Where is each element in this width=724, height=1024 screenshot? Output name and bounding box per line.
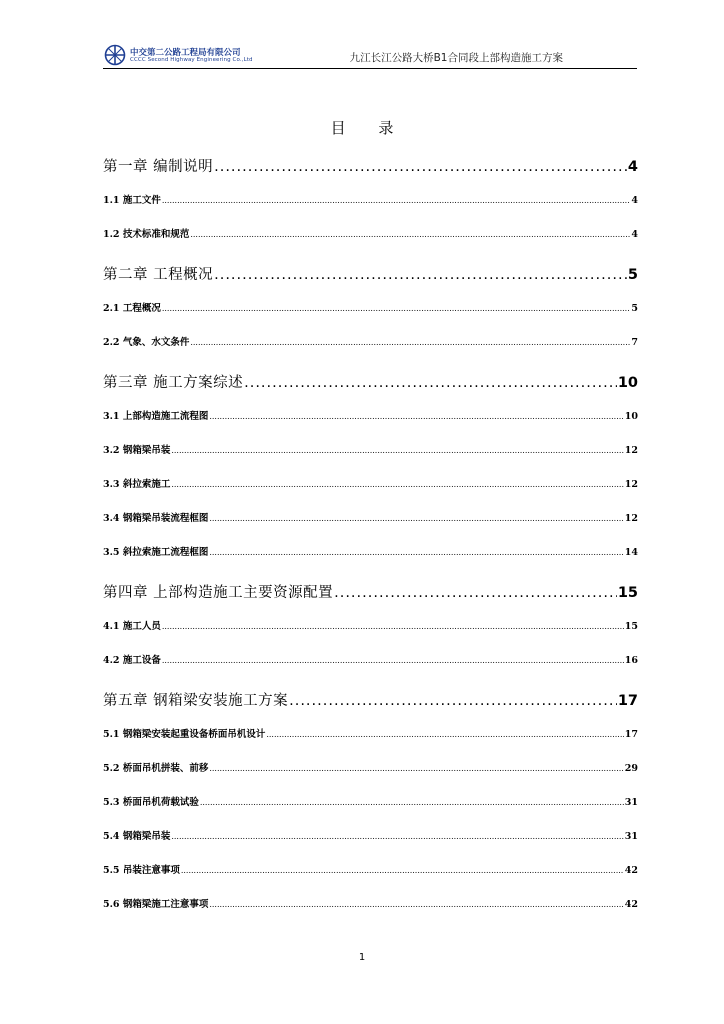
toc-chapter-entry[interactable] (103, 265, 638, 285)
document-title: 九江长江公路大桥B1合同段上部构造施工方案 (349, 52, 563, 64)
toc-entry-label: 2.1 工程概况 (103, 303, 161, 314)
company-logo (103, 44, 253, 66)
toc-entry-label: 5.1 钢箱梁安装起重设备桥面吊机设计 (103, 729, 266, 740)
toc-dot-leader (209, 762, 623, 776)
toc-dot-leader (171, 830, 623, 844)
toc-dot-leader (266, 728, 623, 742)
toc-section-entry[interactable] (103, 728, 638, 742)
toc-entry-page: 42 (624, 865, 638, 876)
toc-entry-page: 31 (624, 831, 638, 842)
toc-entry-label: 1.1 施工文件 (103, 195, 161, 206)
toc-entry-label: 第四章 上部构造施工主要资源配置 (103, 585, 334, 601)
toc-section-entry[interactable] (103, 444, 638, 458)
toc-section-entry[interactable] (103, 620, 638, 634)
toc-dot-leader (289, 691, 617, 711)
toc-entry-page: 42 (624, 899, 638, 910)
toc-chapter-entry[interactable] (103, 583, 638, 603)
toc-dot-leader (244, 373, 617, 393)
toc-dot-leader (214, 157, 627, 177)
toc-dot-leader (162, 620, 624, 634)
toc-dot-leader (190, 228, 630, 242)
toc-section-entry[interactable] (103, 512, 638, 526)
toc-entry-label: 3.1 上部构造施工流程图 (103, 411, 209, 422)
toc-entry-page: 7 (631, 337, 638, 348)
toc-entry-label: 3.2 钢箱梁吊装 (103, 445, 171, 456)
toc-entry-page: 12 (624, 445, 638, 456)
toc-entry-page: 10 (624, 411, 638, 422)
toc-entry-page: 31 (624, 797, 638, 808)
toc-heading: 目 录 (330, 119, 408, 137)
toc-entry-page: 17 (617, 693, 638, 709)
toc-dot-leader (190, 336, 630, 350)
toc-section-entry[interactable] (103, 864, 638, 878)
toc-entry-page: 4 (627, 159, 638, 175)
toc-entry-page: 17 (624, 729, 638, 740)
toc-entry-label: 2.2 气象、水文条件 (103, 337, 190, 348)
toc-entry-label: 5.2 桥面吊机拼装、前移 (103, 763, 209, 774)
toc-section-entry[interactable] (103, 654, 638, 668)
toc-section-entry[interactable] (103, 796, 638, 810)
toc-dot-leader (334, 583, 617, 603)
toc-entry-page: 15 (624, 621, 638, 632)
toc-entry-label: 第五章 钢箱梁安装施工方案 (103, 693, 289, 709)
toc-entry-page: 5 (631, 303, 638, 314)
toc-entry-label: 5.3 桥面吊机荷载试验 (103, 797, 199, 808)
toc-entry-label: 4.2 施工设备 (103, 655, 161, 666)
toc-dot-leader (181, 864, 624, 878)
toc-chapter-entry[interactable] (103, 373, 638, 393)
toc-dot-leader (214, 265, 627, 285)
toc-entry-page: 16 (624, 655, 638, 666)
toc-section-entry[interactable] (103, 410, 638, 424)
company-logo-icon (103, 44, 127, 66)
toc-section-entry[interactable] (103, 194, 638, 208)
toc-section-entry[interactable] (103, 546, 638, 560)
toc-dot-leader (209, 410, 623, 424)
toc-entry-page: 15 (617, 585, 638, 601)
toc-entry-page: 12 (624, 513, 638, 524)
toc-dot-leader (162, 654, 624, 668)
toc-dot-leader (162, 302, 631, 316)
toc-dot-leader (171, 444, 623, 458)
toc-dot-leader (209, 898, 623, 912)
toc-entry-label: 第二章 工程概况 (103, 267, 214, 283)
company-name-en: CCCC Second Highway Engineering Co.,Ltd (130, 57, 253, 63)
toc-entry-page: 29 (624, 763, 638, 774)
toc-entry-label: 第三章 施工方案综述 (103, 375, 244, 391)
toc-entry-label: 5.4 钢箱梁吊装 (103, 831, 171, 842)
toc-entry-page: 5 (627, 267, 638, 283)
toc-section-entry[interactable] (103, 302, 638, 316)
toc-entry-page: 14 (624, 547, 638, 558)
page-header (103, 38, 637, 69)
toc-entry-label: 1.2 技术标准和规范 (103, 229, 190, 240)
toc-entry-label: 3.5 斜拉索施工流程框图 (103, 547, 209, 558)
company-name-cn: 中交第二公路工程局有限公司 (130, 48, 241, 58)
toc-section-entry[interactable] (103, 478, 638, 492)
toc-entry-page: 12 (624, 479, 638, 490)
toc-entry-label: 5.5 吊装注意事项 (103, 865, 180, 876)
toc-dot-leader (200, 796, 624, 810)
toc-chapter-entry[interactable] (103, 157, 638, 177)
toc-section-entry[interactable] (103, 830, 638, 844)
toc-entry-label: 3.3 斜拉索施工 (103, 479, 171, 490)
toc-section-entry[interactable] (103, 228, 638, 242)
page-number: 1 (358, 952, 366, 963)
toc-entry-page: 4 (631, 229, 638, 240)
toc-dot-leader (171, 478, 623, 492)
toc-chapter-entry[interactable] (103, 691, 638, 711)
toc-entry-label: 3.4 钢箱梁吊装流程框图 (103, 513, 209, 524)
toc-entry-label: 第一章 编制说明 (103, 159, 214, 175)
toc-entry-label: 4.1 施工人员 (103, 621, 161, 632)
toc-entry-page: 10 (617, 375, 638, 391)
toc-dot-leader (209, 512, 623, 526)
toc-section-entry[interactable] (103, 762, 638, 776)
toc-entry-page: 4 (631, 195, 638, 206)
toc-entry-label: 5.6 钢箱梁施工注意事项 (103, 899, 209, 910)
toc-dot-leader (209, 546, 623, 560)
toc-section-entry[interactable] (103, 336, 638, 350)
toc-section-entry[interactable] (103, 898, 638, 912)
toc-dot-leader (162, 194, 631, 208)
